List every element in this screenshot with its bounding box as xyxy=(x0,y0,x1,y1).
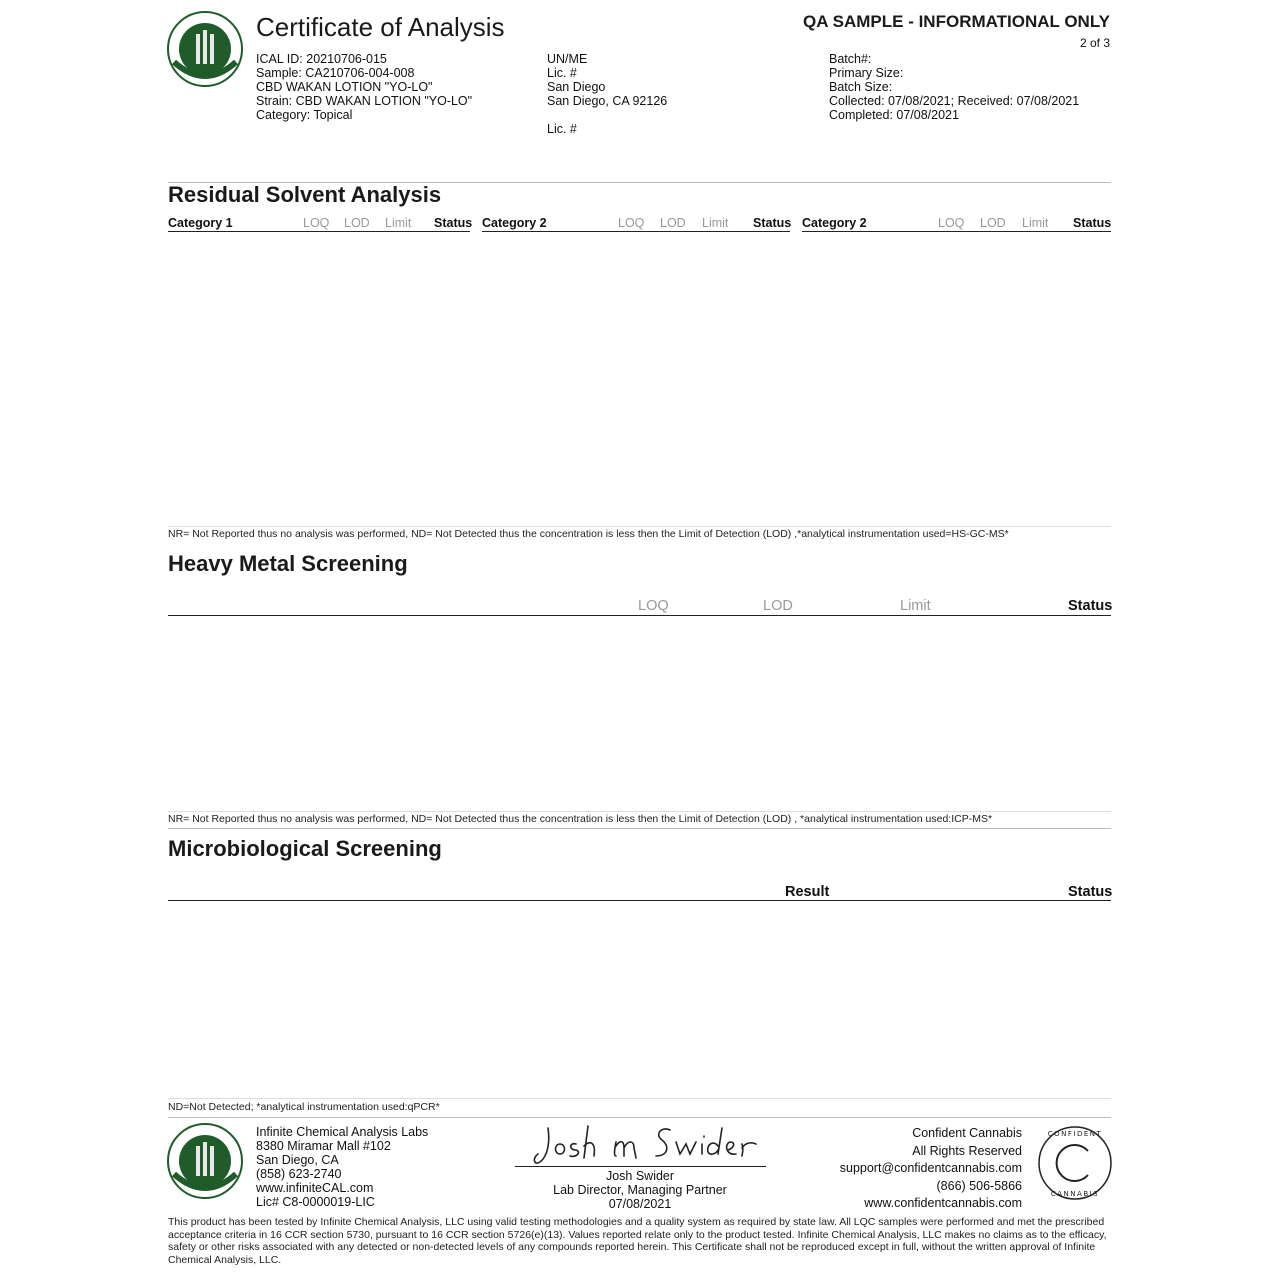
svg-text:CANNABIS: CANNABIS xyxy=(1050,1190,1100,1198)
disclaimer: This product has been tested by Infinite Chemical Analysis, LLC using valid testing methodologies and a quality system as required by state law. All LQC samples were performed and met the prescribed acceptance criteria in 16 CCR section 5730, pursuant to 16 CCR section 5726(e)(13). Values reported relate only to the product tested. Infinite Chemical Analysis, LLC makes no claims as to the efficacy, safety or other risks associated with any detected or non-detected levels of any compounds reported herein. This Certificate shall not be reproduced except in full, without the written approval of Infinite Chemical Analysis, LLC. xyxy=(168,1216,1107,1266)
sample-info-line: Strain: CBD WAKAN LOTION "YO-LO" xyxy=(256,94,473,108)
batch-info-line: Primary Size: xyxy=(829,66,904,80)
lab-contact-line: 8380 Miramar Mall #102 xyxy=(256,1139,391,1153)
heavy-note: NR= Not Reported thus no analysis was performed, ND= Not Detected thus the concentration is less then the Limit of Detection (LOD) , *analytical instrumentation used:ICP-MS* xyxy=(168,813,993,825)
batch-info-line: Batch#: xyxy=(829,52,872,66)
divider xyxy=(168,811,1111,812)
col-limit: Limit xyxy=(702,216,729,230)
header-underline xyxy=(482,231,790,232)
signer-title: Lab Director, Managing Partner xyxy=(553,1183,727,1197)
cc-contact xyxy=(840,1125,1022,1213)
sample-info-line: Sample: CA210706-004-008 xyxy=(256,66,415,80)
lab-logo-icon xyxy=(166,1122,244,1200)
sample-info-line: CBD WAKAN LOTION "YO-LO" xyxy=(256,80,433,94)
svg-text:CONFIDENT: CONFIDENT xyxy=(1047,1130,1103,1138)
sample-info-line: Category: Topical xyxy=(256,108,353,122)
col-category-2: Category 2 xyxy=(802,216,867,230)
cc-contact-line: Confident Cannabis xyxy=(912,1126,1022,1140)
sample-info-line: ICAL ID: 20210706-015 xyxy=(256,52,387,66)
cc-contact-line: All Rights Reserved xyxy=(912,1143,1022,1158)
signature-line xyxy=(515,1166,766,1167)
lab-logo-icon xyxy=(166,10,244,88)
col-lod: LOD xyxy=(980,216,1006,230)
header-underline xyxy=(802,231,1111,232)
client-info-line xyxy=(547,108,667,122)
residual-note: NR= Not Reported thus no analysis was performed, ND= Not Detected thus the concentration is less then the Limit of Detection (LOD) ,*analytical instrumentation used=HS-GC-MS* xyxy=(168,528,1009,540)
col-status: Status xyxy=(1073,216,1112,230)
header-underline xyxy=(168,231,470,232)
client-info-line: San Diego, CA 92126 xyxy=(547,94,668,108)
residual-section-title: Residual Solvent Analysis xyxy=(168,182,442,207)
header-underline xyxy=(168,900,1111,901)
cc-contact-line: support@confidentcannabis.com xyxy=(839,1161,1022,1175)
micro-note: ND=Not Detected; *analytical instrumentation used:qPCR* xyxy=(168,1101,440,1113)
col-limit: Limit xyxy=(1022,216,1049,230)
qa-label: QA SAMPLE - INFORMATIONAL ONLY xyxy=(803,12,1110,31)
col-status: Status xyxy=(1068,598,1113,614)
col-loq: LOQ xyxy=(303,216,330,230)
signature xyxy=(530,1122,760,1168)
col-loq: LOQ xyxy=(938,216,965,230)
client-info xyxy=(547,52,667,136)
col-limit: Limit xyxy=(900,598,931,614)
col-status: Status xyxy=(1068,884,1113,900)
lab-contact-line: www.infiniteCAL.com xyxy=(256,1181,374,1195)
col-category-1: Category 1 xyxy=(168,216,233,230)
client-lic-line: Lic. # xyxy=(547,122,577,136)
page-number: 2 of 3 xyxy=(1079,36,1110,50)
col-status: Status xyxy=(434,216,473,230)
col-loq: LOQ xyxy=(618,216,645,230)
document-title: Certificate of Analysis xyxy=(256,12,505,42)
batch-info-line: Batch Size: xyxy=(829,80,893,94)
client-info-line: UN/ME xyxy=(547,52,588,66)
batch-info xyxy=(829,52,1079,122)
lab-contact xyxy=(256,1125,428,1209)
col-limit: Limit xyxy=(385,216,412,230)
cc-contact-line: (866) 506-5866 xyxy=(936,1178,1022,1193)
divider xyxy=(168,526,1111,527)
col-category-2: Category 2 xyxy=(482,216,547,230)
divider xyxy=(168,1098,1111,1099)
col-result: Result xyxy=(785,884,830,900)
client-info-line: Lic. # xyxy=(547,66,577,80)
sample-info xyxy=(256,52,472,122)
micro-section-title: Microbiological Screening xyxy=(168,836,442,861)
col-status: Status xyxy=(753,216,792,230)
batch-info-line: Completed: 07/08/2021 xyxy=(829,108,959,122)
lab-contact-line: San Diego, CA xyxy=(256,1153,339,1167)
heavy-section-title: Heavy Metal Screening xyxy=(168,551,408,576)
header-underline xyxy=(168,615,1111,616)
confident-cannabis-logo-icon xyxy=(1036,1124,1114,1202)
client-info-line: San Diego xyxy=(547,80,606,94)
col-lod: LOD xyxy=(344,216,370,230)
cc-contact-line: www.confidentcannabis.com xyxy=(864,1196,1022,1210)
divider xyxy=(168,1117,1111,1118)
lab-contact-line: Lic# C8-0000019-LIC xyxy=(256,1195,375,1209)
divider xyxy=(168,828,1111,829)
batch-info-line: Collected: 07/08/2021; Received: 07/08/2021 xyxy=(829,94,1080,108)
signer-date: 07/08/2021 xyxy=(608,1197,672,1211)
signer-name: Josh Swider xyxy=(605,1169,675,1183)
col-loq: LOQ xyxy=(638,598,669,614)
col-lod: LOD xyxy=(763,598,793,614)
lab-contact-line: Infinite Chemical Analysis Labs xyxy=(256,1125,429,1139)
lab-contact-line: (858) 623-2740 xyxy=(256,1167,342,1181)
col-lod: LOD xyxy=(660,216,686,230)
